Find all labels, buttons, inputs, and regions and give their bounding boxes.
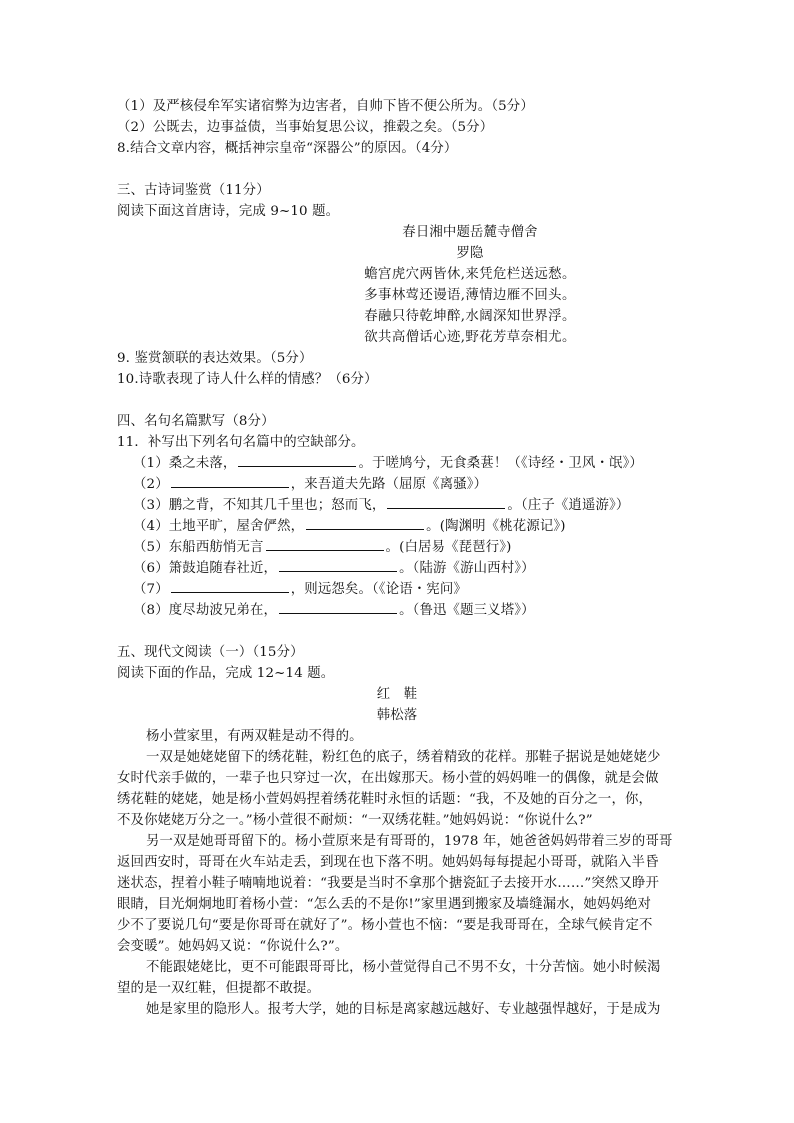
poem-line: 多事林莺还谩语,薄情边雁不回头。 [364, 288, 576, 303]
story-line: 会变暖”。她妈妈又说：“你说什么?”。 [117, 939, 349, 954]
poem-line: 欲共高僧话心迹,野花芳草奈相尤。 [364, 330, 576, 345]
section-5-intro: 阅读下面的作品，完成 12~14 题。 [117, 666, 335, 681]
section-4-heading: 四、名句名篇默写（8分） [117, 414, 275, 429]
section-3-intro: 阅读下面这首唐诗，完成 9~10 题。 [117, 204, 340, 219]
story-line: 不及你姥姥万分之一。”杨小萱很不耐烦：“一双绣花鞋。”她妈妈说：“你说什么?” [117, 813, 593, 828]
story-line: 绣花鞋的姥姥，她是杨小萱妈妈捏着绣花鞋时永恒的话题：“我，不及她的百分之一，你， [117, 792, 653, 807]
fill-item-5: （5）东船西舫悄无言 。(白居易《琵琶行》) [133, 540, 512, 555]
fill-item-8: （8）度尽劫波兄弟在， 。（鲁迅《题三义塔》） [133, 603, 535, 618]
poem-line: 春融只待乾坤醉,水阔深知世界浮。 [364, 309, 576, 324]
story-line: 她是家里的隐形人。报考大学，她的目标是离家越远越好、专业越强悍越好，于是成为 [146, 1002, 661, 1017]
question-10: 10.诗歌表现了诗人什么样的情感？（6分） [117, 372, 378, 387]
answer-blank [171, 475, 289, 488]
story-line: 返回西安时，哥哥在火车站走丢，到现在也下落不明。她妈妈每每提起小哥哥，就陷入半昏 [117, 855, 659, 870]
section-5-heading: 五、现代文阅读（一）（15分） [117, 645, 304, 660]
answer-blank [171, 580, 289, 593]
q7-sub1: （1）及严核侵牟军实诸宿弊为边害者，自帅下皆不便公所为。（5分） [117, 99, 534, 114]
story-line: 望的是一双红鞋，但提都不敢提。 [117, 981, 321, 996]
story-line: 一双是她姥姥留下的绣花鞋，粉红色的底子，绣着精致的花样。那鞋子据说是她姥姥少 [146, 750, 661, 765]
answer-blank [279, 559, 397, 572]
answer-blank [306, 517, 424, 530]
story-author: 韩松落 [376, 708, 418, 723]
answer-blank [238, 454, 356, 467]
story-line: 眼睛，目光炯炯地盯着杨小萱：“怎么丢的不是你!”家里遇到搬家及墙缝漏水，她妈妈绝对 [117, 897, 652, 912]
q7-sub2: （2）公既去，边事益债，当事始复思公议，推毂之矣。（5分） [117, 120, 494, 135]
section-3-heading: 三、古诗词鉴赏（11分） [117, 183, 270, 198]
fill-item-4: （4）土地平旷，屋舍俨然， 。(陶渊明《桃花源记》) [133, 519, 566, 534]
fill-item-7: （7） ，则远怨矣。（《论语・宪问》 [133, 582, 467, 597]
question-9: 9. 鉴赏颔联的表达效果。（5分） [117, 351, 313, 366]
fill-item-6: （6）箫鼓追随春社近， 。（陆游《游山西村》） [133, 561, 535, 576]
story-line: 杨小萱家里，有两双鞋是动不得的。 [146, 729, 363, 744]
story-line: 不能跟姥姥比，更不可能跟哥哥比，杨小萱觉得自己不男不女，十分苦恼。她小时候渴 [146, 960, 661, 975]
question-11: 11．补写出下列名句名篇中的空缺部分。 [117, 435, 365, 450]
poem-line: 蟾宫虎穴两皆休,来凭危栏送远愁。 [364, 267, 576, 282]
answer-blank [387, 496, 505, 509]
answer-blank [279, 601, 397, 614]
story-line: 女时代亲手做的，一辈子也只穿过一次，在出嫁那天。杨小萱的妈妈唯一的偶像，就是会做 [117, 771, 659, 786]
poem-title: 春日湘中题岳麓寺僧舍 [402, 225, 538, 240]
fill-item-1: （1）桑之未落， 。于嗟鸠兮，无食桑葚！（《诗经・卫风・氓》） [133, 456, 643, 471]
story-line: 迷状态，捏着小鞋子喃喃地说着：“我要是当时不拿那个搪瓷缸子去接开水……”突然又睁开 [117, 876, 660, 891]
story-line: 另一双是她哥哥留下的。杨小萱原来是有哥哥的，1978 年，她爸爸妈妈带着三岁的哥哥 [146, 834, 673, 849]
story-line: 少不了要说几句“要是你哥哥在就好了”。杨小萱也不恼：“要是我哥哥在，全球气候肯定不 [117, 918, 653, 933]
story-title: 红 鞋 [376, 687, 418, 702]
fill-item-3: （3）鹏之背，不知其几千里也；怒而飞， 。（庄子《逍遥游》） [133, 498, 630, 513]
poem-author: 罗隐 [456, 246, 484, 261]
fill-item-2: （2） ，来吾道夫先路（屈原《离骚》） [133, 477, 488, 492]
question-8: 8.结合文章内容，概括神宗皇帝“深器公”的原因。（4分） [117, 141, 458, 156]
answer-blank [266, 538, 384, 551]
